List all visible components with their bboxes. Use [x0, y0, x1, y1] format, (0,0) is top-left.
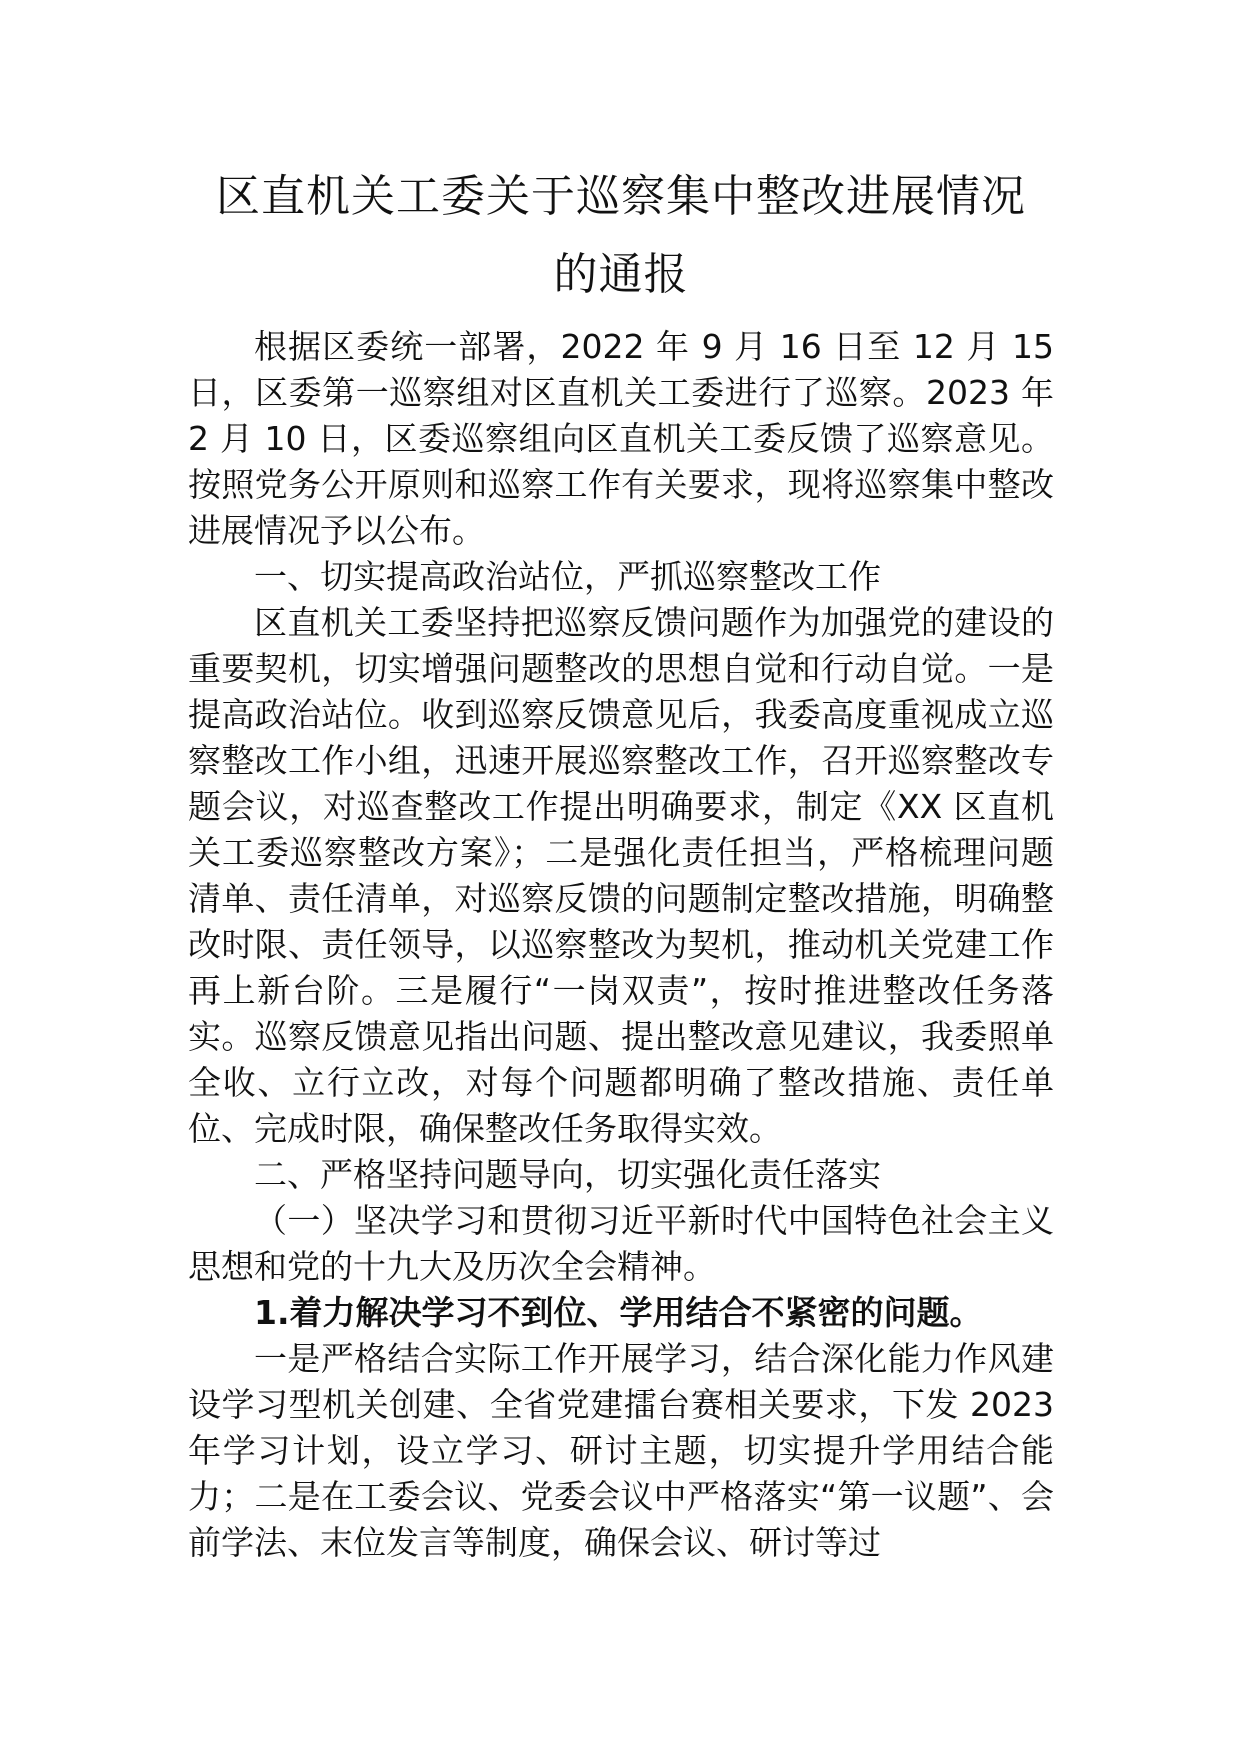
title-line-1: 区直机关工委关于巡察集中整改进展情况 [216, 171, 1026, 222]
body-paragraph: 区直机关工委坚持把巡察反馈问题作为加强党的建设的重要契机，切实增强问题整改的思想自觉和行动自觉。一是提高政治站位。收到巡察反馈意见后，我委高度重视成立巡察整改工作小组，迅速开展巡察整改工作，召开巡察整改专题会议，对巡查整改工作提出明确要求，制定《XX 区直机关工委巡察整改方案》；二是强化责任担当，严格梳理问题清单、责任清单，对巡察反馈的问题制定整改措施，明确整改时限、责任领导，以巡察整改为契机，推动机关党建工作再上新台阶。三是履行“一岗双责”，按时推进整改任务落实。巡察反馈意见指出问题、提出整改意见建议，我委照单全收、立行立改，对每个问题都明确了整改措施、责任单位、完成时限，确保整改任务取得实效。 [188, 603, 1054, 1148]
document-title [188, 158, 1054, 314]
section-heading-2: 二、严格坚持问题导向，切实强化责任落实 [254, 1155, 881, 1194]
intro-paragraph: 根据区委统一部署，2022 年 9 月 16 日至 12 月 15 日，区委第一巡察组对区直机关工委进行了巡察。2023 年 2 月 10 日，区委巡察组向区直机关工委反馈了巡察意见。按照党务公开原则和巡察工作有关要求，现将巡察集中整改进展情况予以公布。 [188, 327, 1054, 550]
subsection-heading: （一）坚决学习和贯彻习近平新时代中国特色社会主义思想和党的十九大及历次全会精神。 [188, 1201, 1054, 1286]
item-heading: 1.着力解决学习不到位、学用结合不紧密的问题。 [254, 1293, 983, 1332]
section-heading-1: 一、切实提高政治站位，严抓巡察整改工作 [254, 557, 881, 596]
body-paragraph: 一是严格结合实际工作开展学习，结合深化能力作风建设学习型机关创建、全省党建擂台赛相关要求，下发 2023 年学习计划，设立学习、研讨主题，切实提升学用结合能力；二是在工委会议、党委会议中严格落实“第一议题”、会前学法、末位发言等制度，确保会议、研讨等过 [188, 1339, 1054, 1562]
document-body [188, 324, 1054, 1566]
title-line-2: 的通报 [553, 249, 689, 300]
